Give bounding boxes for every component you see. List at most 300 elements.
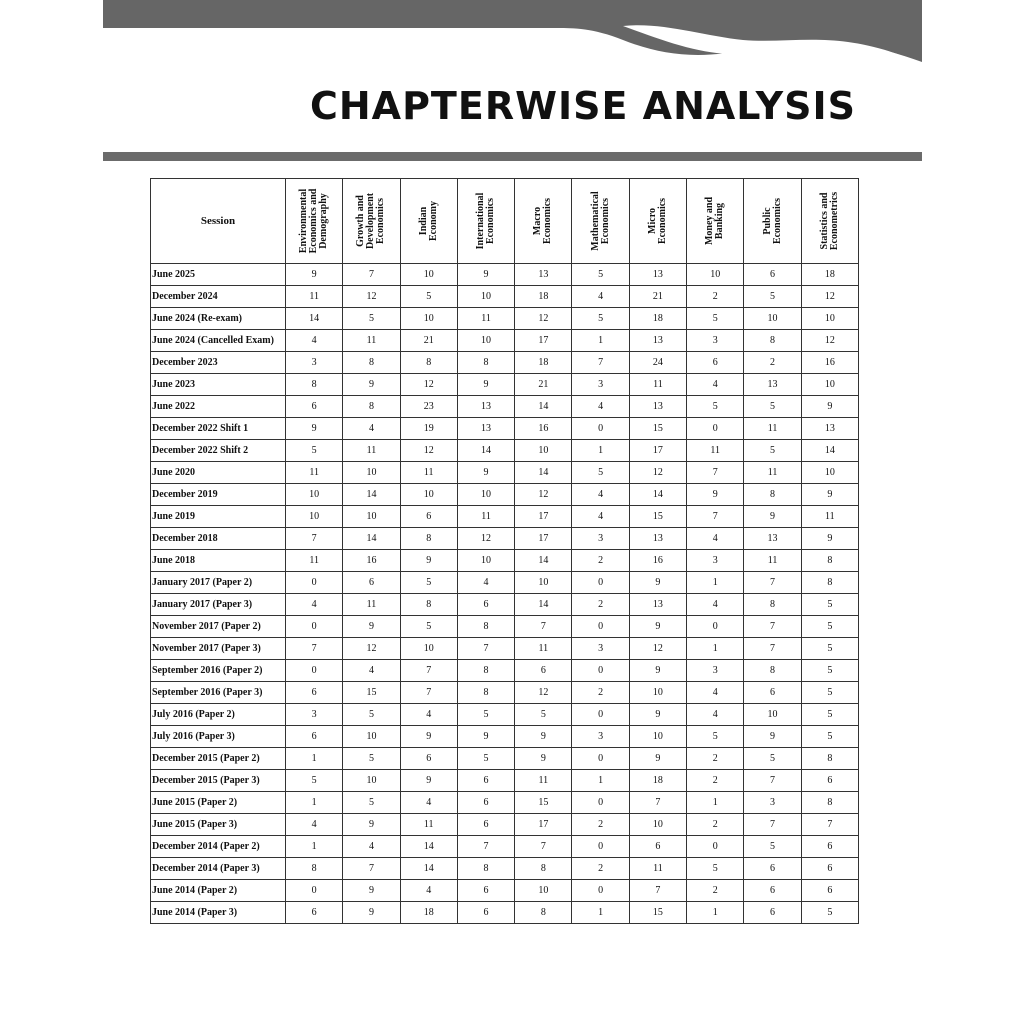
value-cell: 8 (744, 660, 801, 682)
session-cell: December 2015 (Paper 3) (151, 770, 286, 792)
value-cell: 0 (286, 616, 343, 638)
value-cell: 6 (629, 836, 686, 858)
value-cell: 17 (629, 440, 686, 462)
value-cell: 5 (801, 594, 858, 616)
column-header-label: Growth and Development Economics (355, 192, 387, 250)
value-cell: 1 (687, 902, 744, 924)
value-cell: 10 (457, 286, 514, 308)
value-cell: 9 (400, 550, 457, 572)
value-cell: 5 (744, 748, 801, 770)
value-cell: 15 (629, 418, 686, 440)
value-cell: 8 (744, 594, 801, 616)
value-cell: 15 (515, 792, 572, 814)
value-cell: 0 (687, 836, 744, 858)
table-row (151, 484, 859, 506)
value-cell: 6 (457, 902, 514, 924)
value-cell: 14 (515, 462, 572, 484)
value-cell: 14 (515, 396, 572, 418)
value-cell: 10 (286, 506, 343, 528)
title-underline (103, 152, 922, 161)
value-cell: 9 (457, 374, 514, 396)
table-row (151, 506, 859, 528)
session-cell: July 2016 (Paper 2) (151, 704, 286, 726)
value-cell: 14 (400, 836, 457, 858)
value-cell: 9 (629, 748, 686, 770)
value-cell: 9 (343, 880, 400, 902)
table-row (151, 528, 859, 550)
session-cell: December 2024 (151, 286, 286, 308)
table-row (151, 330, 859, 352)
column-header-label: Mathematical Economics (589, 191, 611, 251)
table-row (151, 572, 859, 594)
session-cell: December 2019 (151, 484, 286, 506)
value-cell: 7 (457, 638, 514, 660)
value-cell: 0 (572, 836, 629, 858)
value-cell: 23 (400, 396, 457, 418)
table-row (151, 594, 859, 616)
value-cell: 9 (286, 418, 343, 440)
column-header (457, 179, 514, 264)
column-header (687, 179, 744, 264)
value-cell: 7 (629, 880, 686, 902)
value-cell: 4 (343, 660, 400, 682)
value-cell: 11 (343, 594, 400, 616)
session-cell: January 2017 (Paper 2) (151, 572, 286, 594)
value-cell: 3 (572, 638, 629, 660)
value-cell: 5 (343, 748, 400, 770)
value-cell: 4 (343, 836, 400, 858)
value-cell: 8 (515, 902, 572, 924)
value-cell: 10 (457, 550, 514, 572)
value-cell: 11 (515, 770, 572, 792)
value-cell: 4 (572, 286, 629, 308)
column-header (744, 179, 801, 264)
table-row (151, 858, 859, 880)
table-row (151, 264, 859, 286)
value-cell: 6 (286, 396, 343, 418)
column-header-label: Indian Economy (417, 201, 439, 241)
value-cell: 1 (572, 440, 629, 462)
value-cell: 4 (343, 418, 400, 440)
value-cell: 8 (515, 858, 572, 880)
session-cell: November 2017 (Paper 3) (151, 638, 286, 660)
table-row (151, 286, 859, 308)
table-row (151, 550, 859, 572)
value-cell: 6 (744, 858, 801, 880)
session-cell: December 2018 (151, 528, 286, 550)
value-cell: 3 (687, 330, 744, 352)
value-cell: 11 (400, 462, 457, 484)
value-cell: 11 (400, 814, 457, 836)
table-row (151, 396, 859, 418)
value-cell: 12 (801, 330, 858, 352)
value-cell: 11 (629, 858, 686, 880)
value-cell: 2 (572, 682, 629, 704)
value-cell: 3 (572, 528, 629, 550)
value-cell: 1 (286, 836, 343, 858)
value-cell: 6 (286, 726, 343, 748)
value-cell: 1 (572, 770, 629, 792)
value-cell: 8 (457, 616, 514, 638)
value-cell: 11 (457, 308, 514, 330)
value-cell: 9 (629, 616, 686, 638)
value-cell: 5 (400, 616, 457, 638)
value-cell: 10 (400, 308, 457, 330)
value-cell: 12 (801, 286, 858, 308)
value-cell: 7 (286, 638, 343, 660)
session-cell: January 2017 (Paper 3) (151, 594, 286, 616)
value-cell: 16 (629, 550, 686, 572)
value-cell: 6 (687, 352, 744, 374)
value-cell: 10 (343, 462, 400, 484)
value-cell: 10 (400, 484, 457, 506)
value-cell: 6 (801, 880, 858, 902)
value-cell: 11 (629, 374, 686, 396)
value-cell: 8 (801, 748, 858, 770)
value-cell: 11 (286, 550, 343, 572)
value-cell: 7 (744, 616, 801, 638)
table-row (151, 660, 859, 682)
value-cell: 8 (286, 374, 343, 396)
table-row (151, 638, 859, 660)
value-cell: 13 (744, 528, 801, 550)
session-cell: June 2014 (Paper 3) (151, 902, 286, 924)
value-cell: 9 (400, 726, 457, 748)
value-cell: 10 (400, 638, 457, 660)
value-cell: 6 (400, 506, 457, 528)
value-cell: 11 (744, 462, 801, 484)
value-cell: 4 (572, 396, 629, 418)
value-cell: 5 (687, 308, 744, 330)
session-cell: December 2022 Shift 2 (151, 440, 286, 462)
value-cell: 8 (343, 352, 400, 374)
value-cell: 9 (343, 374, 400, 396)
value-cell: 5 (801, 726, 858, 748)
session-cell: June 2018 (151, 550, 286, 572)
value-cell: 10 (457, 484, 514, 506)
table-row (151, 726, 859, 748)
session-cell: June 2014 (Paper 2) (151, 880, 286, 902)
value-cell: 6 (400, 748, 457, 770)
value-cell: 5 (400, 572, 457, 594)
value-cell: 11 (457, 506, 514, 528)
value-cell: 9 (343, 902, 400, 924)
value-cell: 8 (400, 594, 457, 616)
session-header: Session (151, 179, 286, 264)
table-row (151, 462, 859, 484)
value-cell: 10 (801, 462, 858, 484)
value-cell: 1 (572, 902, 629, 924)
value-cell: 3 (572, 374, 629, 396)
value-cell: 17 (515, 814, 572, 836)
value-cell: 11 (744, 418, 801, 440)
value-cell: 10 (687, 264, 744, 286)
value-cell: 1 (687, 572, 744, 594)
value-cell: 6 (457, 814, 514, 836)
value-cell: 1 (286, 748, 343, 770)
session-cell: September 2016 (Paper 3) (151, 682, 286, 704)
column-header-label: Statistics and Econometrics (818, 191, 840, 251)
value-cell: 1 (687, 638, 744, 660)
column-header (801, 179, 858, 264)
value-cell: 5 (457, 704, 514, 726)
value-cell: 8 (457, 660, 514, 682)
value-cell: 3 (744, 792, 801, 814)
value-cell: 3 (687, 550, 744, 572)
value-cell: 24 (629, 352, 686, 374)
table-row (151, 902, 859, 924)
session-cell: November 2017 (Paper 2) (151, 616, 286, 638)
value-cell: 10 (515, 880, 572, 902)
value-cell: 9 (744, 506, 801, 528)
value-cell: 9 (515, 726, 572, 748)
header-banner (103, 0, 922, 64)
value-cell: 5 (572, 462, 629, 484)
value-cell: 0 (572, 616, 629, 638)
session-cell: September 2016 (Paper 2) (151, 660, 286, 682)
value-cell: 2 (687, 748, 744, 770)
value-cell: 10 (343, 726, 400, 748)
value-cell: 5 (801, 660, 858, 682)
value-cell: 11 (286, 286, 343, 308)
value-cell: 8 (400, 352, 457, 374)
value-cell: 6 (457, 880, 514, 902)
table-row (151, 374, 859, 396)
value-cell: 0 (572, 748, 629, 770)
value-cell: 9 (629, 704, 686, 726)
value-cell: 0 (687, 616, 744, 638)
value-cell: 6 (744, 682, 801, 704)
value-cell: 5 (572, 264, 629, 286)
session-cell: June 2015 (Paper 3) (151, 814, 286, 836)
value-cell: 2 (744, 352, 801, 374)
value-cell: 4 (400, 880, 457, 902)
value-cell: 7 (286, 528, 343, 550)
table-row (151, 748, 859, 770)
page-title: CHAPTERWISE ANALYSIS (309, 84, 856, 128)
value-cell: 12 (343, 286, 400, 308)
value-cell: 4 (286, 330, 343, 352)
value-cell: 18 (801, 264, 858, 286)
value-cell: 0 (572, 660, 629, 682)
value-cell: 15 (629, 902, 686, 924)
value-cell: 7 (801, 814, 858, 836)
value-cell: 9 (801, 484, 858, 506)
value-cell: 9 (801, 528, 858, 550)
value-cell: 5 (286, 770, 343, 792)
value-cell: 13 (457, 396, 514, 418)
value-cell: 5 (801, 704, 858, 726)
value-cell: 18 (515, 286, 572, 308)
session-cell: June 2025 (151, 264, 286, 286)
value-cell: 7 (343, 264, 400, 286)
value-cell: 8 (744, 484, 801, 506)
value-cell: 14 (286, 308, 343, 330)
table-row (151, 792, 859, 814)
value-cell: 5 (286, 440, 343, 462)
session-cell: December 2014 (Paper 2) (151, 836, 286, 858)
value-cell: 12 (629, 462, 686, 484)
value-cell: 5 (687, 858, 744, 880)
session-cell: December 2014 (Paper 3) (151, 858, 286, 880)
value-cell: 0 (286, 572, 343, 594)
column-header-label: Micro Economics (646, 197, 668, 245)
value-cell: 2 (572, 858, 629, 880)
value-cell: 5 (457, 748, 514, 770)
value-cell: 10 (801, 374, 858, 396)
session-cell: December 2015 (Paper 2) (151, 748, 286, 770)
table-row (151, 770, 859, 792)
value-cell: 4 (457, 572, 514, 594)
value-cell: 8 (457, 858, 514, 880)
table-row (151, 682, 859, 704)
value-cell: 9 (400, 770, 457, 792)
value-cell: 2 (687, 286, 744, 308)
value-cell: 12 (343, 638, 400, 660)
value-cell: 5 (744, 286, 801, 308)
value-cell: 6 (744, 264, 801, 286)
value-cell: 10 (801, 308, 858, 330)
value-cell: 5 (801, 616, 858, 638)
value-cell: 11 (343, 440, 400, 462)
value-cell: 17 (515, 330, 572, 352)
value-cell: 0 (572, 418, 629, 440)
value-cell: 6 (801, 836, 858, 858)
value-cell: 5 (343, 792, 400, 814)
value-cell: 6 (286, 682, 343, 704)
value-cell: 0 (286, 660, 343, 682)
value-cell: 4 (572, 506, 629, 528)
value-cell: 4 (286, 814, 343, 836)
value-cell: 14 (343, 528, 400, 550)
value-cell: 15 (343, 682, 400, 704)
value-cell: 13 (515, 264, 572, 286)
value-cell: 8 (744, 330, 801, 352)
value-cell: 12 (457, 528, 514, 550)
value-cell: 6 (801, 770, 858, 792)
value-cell: 5 (687, 726, 744, 748)
value-cell: 8 (343, 396, 400, 418)
session-cell: June 2020 (151, 462, 286, 484)
value-cell: 6 (515, 660, 572, 682)
value-cell: 11 (801, 506, 858, 528)
value-cell: 5 (744, 836, 801, 858)
value-cell: 9 (687, 484, 744, 506)
session-cell: June 2015 (Paper 2) (151, 792, 286, 814)
value-cell: 0 (286, 880, 343, 902)
value-cell: 7 (744, 638, 801, 660)
value-cell: 13 (629, 594, 686, 616)
column-header-label: Money and Banking (704, 196, 726, 246)
value-cell: 10 (515, 572, 572, 594)
value-cell: 5 (572, 308, 629, 330)
value-cell: 7 (572, 352, 629, 374)
value-cell: 10 (629, 726, 686, 748)
value-cell: 8 (801, 550, 858, 572)
value-cell: 13 (744, 374, 801, 396)
value-cell: 13 (629, 330, 686, 352)
value-cell: 16 (515, 418, 572, 440)
value-cell: 3 (286, 704, 343, 726)
value-cell: 4 (572, 484, 629, 506)
value-cell: 6 (457, 770, 514, 792)
table-row (151, 308, 859, 330)
value-cell: 10 (515, 440, 572, 462)
value-cell: 4 (400, 704, 457, 726)
session-cell: June 2024 (Cancelled Exam) (151, 330, 286, 352)
value-cell: 21 (400, 330, 457, 352)
value-cell: 2 (572, 594, 629, 616)
value-cell: 0 (687, 418, 744, 440)
value-cell: 7 (744, 572, 801, 594)
value-cell: 10 (744, 704, 801, 726)
table-row (151, 616, 859, 638)
session-cell: July 2016 (Paper 3) (151, 726, 286, 748)
value-cell: 1 (286, 792, 343, 814)
column-header (629, 179, 686, 264)
value-cell: 10 (457, 330, 514, 352)
table-row (151, 418, 859, 440)
value-cell: 12 (515, 308, 572, 330)
value-cell: 0 (572, 704, 629, 726)
session-cell: June 2023 (151, 374, 286, 396)
value-cell: 11 (343, 330, 400, 352)
value-cell: 8 (801, 572, 858, 594)
session-cell: June 2024 (Re-exam) (151, 308, 286, 330)
value-cell: 16 (801, 352, 858, 374)
header-row (151, 179, 859, 264)
value-cell: 9 (629, 660, 686, 682)
table-row (151, 352, 859, 374)
value-cell: 18 (629, 770, 686, 792)
value-cell: 5 (801, 682, 858, 704)
value-cell: 9 (286, 264, 343, 286)
value-cell: 14 (801, 440, 858, 462)
value-cell: 12 (515, 484, 572, 506)
column-header (343, 179, 400, 264)
value-cell: 10 (744, 308, 801, 330)
value-cell: 2 (687, 814, 744, 836)
value-cell: 4 (687, 682, 744, 704)
value-cell: 19 (400, 418, 457, 440)
value-cell: 6 (744, 880, 801, 902)
value-cell: 5 (801, 902, 858, 924)
value-cell: 18 (515, 352, 572, 374)
value-cell: 7 (744, 814, 801, 836)
value-cell: 7 (744, 770, 801, 792)
value-cell: 8 (286, 858, 343, 880)
value-cell: 13 (629, 396, 686, 418)
chapterwise-table (150, 178, 859, 924)
value-cell: 5 (343, 704, 400, 726)
value-cell: 3 (286, 352, 343, 374)
value-cell: 13 (801, 418, 858, 440)
value-cell: 6 (286, 902, 343, 924)
column-header-label: International Economics (475, 192, 497, 250)
value-cell: 8 (400, 528, 457, 550)
value-cell: 4 (687, 704, 744, 726)
column-header (572, 179, 629, 264)
value-cell: 8 (457, 352, 514, 374)
value-cell: 4 (400, 792, 457, 814)
session-cell: December 2022 Shift 1 (151, 418, 286, 440)
value-cell: 13 (629, 264, 686, 286)
value-cell: 11 (515, 638, 572, 660)
value-cell: 14 (343, 484, 400, 506)
value-cell: 10 (286, 484, 343, 506)
value-cell: 7 (343, 858, 400, 880)
value-cell: 17 (515, 506, 572, 528)
